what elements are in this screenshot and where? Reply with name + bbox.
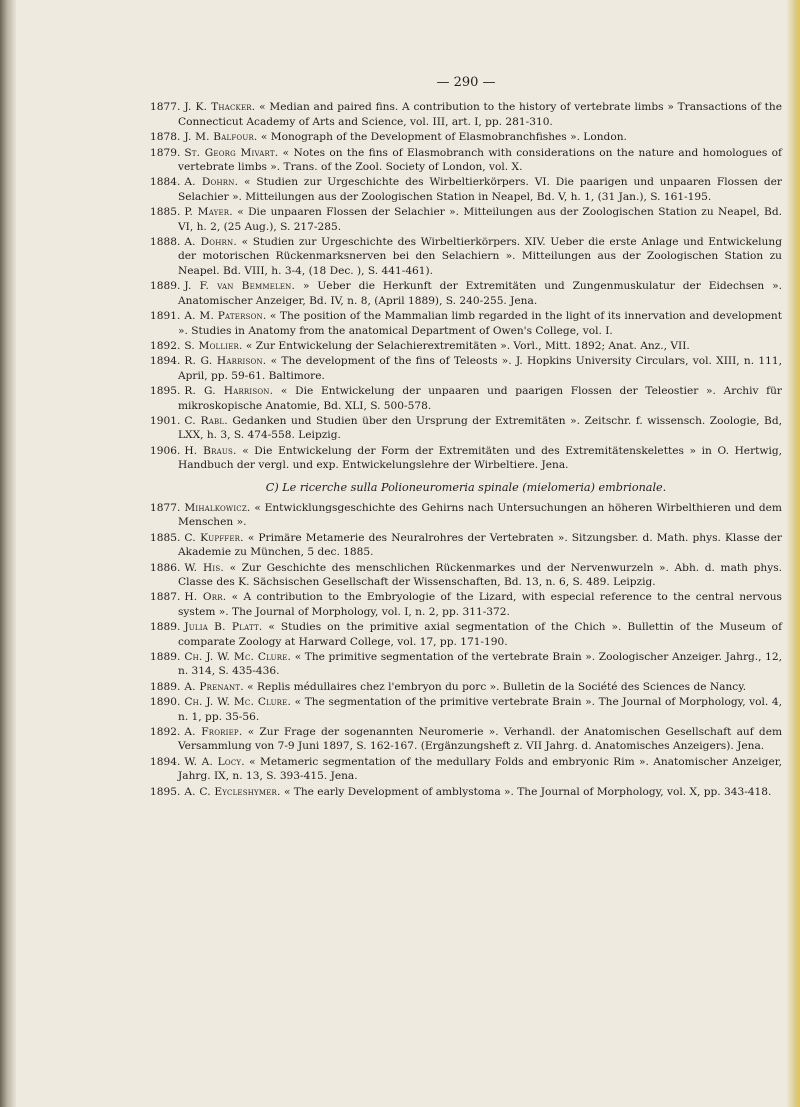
entry-author: C. Rabl.	[184, 414, 228, 427]
entry-author: H. Braus.	[184, 444, 237, 457]
entry-author: H. Orr.	[184, 591, 227, 604]
entry-year: 1891.	[150, 310, 181, 323]
entry-text: « Notes on the fins of Elasmobranch with considerations on the nature and homologues of vertebrate limbs ». Trans. of the Zool. Society of London, vol. X.	[178, 146, 782, 174]
bibliography-entry	[150, 384, 782, 413]
bibliography-entry	[150, 279, 782, 308]
entry-year: 1889.	[150, 280, 181, 293]
bibliography-entry	[150, 531, 782, 560]
bibliography-entry	[150, 725, 782, 754]
bibliography-entry	[150, 309, 782, 338]
entry-author: Ch. J. W. Mc. Clure.	[184, 651, 292, 664]
entry-author: A. Froriep.	[184, 726, 243, 739]
entry-text: « Primäre Metamerie des Neuralrohres der Vertebraten ». Sitzungsber. d. Math. phys. Klasse der Akademie zu München, 5 dec. 1885.	[178, 531, 782, 559]
entry-year: 1889.	[150, 621, 181, 634]
entry-author: A. Prenant.	[184, 680, 244, 693]
bibliography-entry	[150, 755, 782, 784]
bibliography-entry	[150, 620, 782, 649]
bibliography-entry	[150, 650, 782, 679]
entry-author: R. G. Harrison.	[184, 355, 267, 368]
entry-text: « The primitive segmentation of the vertebrate Brain ». Zoologischer Anzeiger. Jahrg., 12, n. 314, S. 435-436.	[178, 651, 782, 678]
bibliography-entry	[150, 680, 782, 694]
bibliography-entry	[150, 130, 782, 144]
entry-text: « Replis médullaires chez l'embryon du porc ». Bulletin de la Société des Sciences de Nancy.	[247, 680, 747, 693]
bibliography-entry	[150, 146, 782, 175]
entry-author: A. C. Eycleshymer.	[184, 785, 281, 798]
bibliography-list-b	[150, 501, 782, 799]
entry-year: 1888.	[150, 236, 181, 249]
entry-text: « The early Development of amblystoma ». The Journal of Morphology, vol. X, pp. 343-418.	[283, 785, 772, 798]
entry-author: Mihalkowicz.	[184, 501, 251, 514]
entry-author: Julia B. Platt.	[184, 621, 263, 634]
entry-text: « A contribution to the Embryologie of the Lizard, with especial reference to the central nervous system ». The Journal of Morphology, vol. I, n. 2, pp. 311-372.	[178, 591, 782, 618]
entry-text: « The segmentation of the primitive vertebrate Brain ». The Journal of Morphology, vol. 4, n. 1, pp. 35-56.	[178, 696, 782, 723]
entry-text: « The position of the Mammalian limb regarded in the light of its innervation and development ». Studies in Anatomy from the anatomical Department of Owen's College, vol. I.	[178, 310, 783, 337]
bibliography-page	[150, 60, 782, 800]
entry-author: Ch. J. W. Mc. Clure.	[184, 696, 292, 709]
bibliography-entry	[150, 561, 782, 590]
bibliography-entry	[150, 100, 782, 129]
bibliography-entry	[150, 175, 782, 204]
entry-author: R. G. Harrison.	[184, 385, 274, 398]
bibliography-list-a	[150, 100, 782, 472]
book-spine-left-edge	[0, 0, 16, 1107]
entry-year: 1890.	[150, 696, 181, 709]
entry-text: « Monograph of the Development of Elasmobranchfishes ». London.	[260, 131, 627, 144]
entry-author: A. Dohrn.	[184, 176, 239, 189]
section-heading: C) Le ricerche sulla Polioneuromeria spinale (mielomeria) embrionale.	[265, 480, 667, 494]
entry-author: St. Georg Mivart.	[184, 146, 279, 159]
bibliography-entry	[150, 695, 782, 724]
page-number: — 290 —	[436, 75, 496, 90]
entry-year: 1892.	[150, 339, 181, 352]
entry-year: 1877.	[150, 501, 181, 514]
entry-author: A. Dohrn.	[184, 236, 237, 249]
bibliography-entry	[150, 354, 782, 383]
bibliography-entry	[150, 590, 782, 619]
entry-year: 1887.	[150, 591, 181, 604]
bibliography-entry	[150, 501, 782, 530]
entry-year: 1894.	[150, 755, 181, 768]
entry-author: J. M. Balfour.	[184, 131, 258, 144]
entry-author: J. K. Thacker.	[184, 101, 256, 114]
page-right-edge	[786, 0, 800, 1107]
entry-year: 1884.	[150, 176, 181, 189]
entry-year: 1878.	[150, 131, 181, 144]
entry-year: 1892.	[150, 726, 181, 739]
entry-author: A. M. Paterson.	[184, 310, 267, 323]
entry-text: « Die unpaaren Flossen der Selachier ». Mitteilungen aus der Zoologischen Station zu Neapel, Bd. VI, h. 2, (25 Aug.), S. 217-285.	[178, 206, 782, 233]
entry-text: « Die Entwickelung der unpaaren und paarigen Flossen der Teleostier ». Archiv für mikroskopische Anatomie, Bd. XLI, S. 500-578.	[178, 385, 782, 412]
bibliography-entry	[150, 414, 782, 443]
bibliography-entry	[150, 205, 782, 234]
bibliography-entry	[150, 339, 782, 353]
entry-year: 1895.	[150, 385, 181, 398]
bibliography-entry	[150, 444, 782, 473]
entry-year: 1895.	[150, 785, 181, 798]
entry-year: 1894.	[150, 355, 181, 368]
entry-text: « Zur Entwickelung der Selachierextremitäten ». Vorl., Mitt. 1892; Anat. Anz., VII.	[245, 339, 690, 352]
entry-text: « Studien zur Urgeschichte des Wirbeltierkörpers. XIV. Ueber die erste Anlage und Entwickelung der motorischen Rückenmarksnerven bei den Selachiern ». Mitteilungen aus der Zoologischen Station zu Neapel. Bd. VIII, h. 3-4, (18 Dec. ), S. 441-461).	[178, 236, 782, 277]
entry-author: P. Mayer.	[184, 206, 233, 219]
entry-text: « Metameric segmentation of the medullary Folds and embryonic Rim ». Anatomischer Anzeiger, Jahrg. IX, n. 13, S. 393-415. Jena.	[178, 755, 782, 783]
entry-text: » Ueber die Herkunft der Extremitäten und Zungenmuskulatur der Eidechsen ». Anatomischer Anzeiger, Bd. IV, n. 8, (April 1889), S. 240-255. Jena.	[178, 280, 782, 307]
entry-author: W. A. Locy.	[184, 755, 245, 768]
entry-text: « Zur Frage der sogenannten Neuromerie ». Verhandl. der Anatomischen Gesellschaft auf dem Versammlung von 7-9 Juni 1897, S. 162-167. (Ergänzungsheft z. VII Jahrg. d. Anatomisches Anzeigers). Jena.	[178, 726, 783, 753]
entry-author: W. His.	[184, 561, 224, 574]
entry-text: « Studies on the primitive axial segmentation of the Chich ». Bullettin of the Museum of comparate Zoology at Harward College, vol. 17, pp. 171-190.	[178, 621, 782, 648]
entry-year: 1901.	[150, 414, 181, 427]
entry-year: 1877.	[150, 101, 181, 114]
entry-text: « Median and paired fins. A contribution to the history of vertebrate limbs » Transactions of the Connecticut Academy of Arts and Science, vol. III, art. I, pp. 281-310.	[178, 101, 783, 128]
entry-text: « Entwicklungsgeschichte des Gehirns nach Untersuchungen an höheren Wirbelthieren und dem Menschen ».	[178, 501, 782, 529]
entry-text: « Zur Geschichte des menschlichen Rückenmarkes und der Nervenwurzeln ». Abh. d. math phys. Classe des K. Sächsischen Gesellschaft der Wissenschaften, Bd. 13, n. 6, S. 489. Leipzig.	[178, 561, 783, 588]
entry-text: « Studien zur Urgeschichte des Wirbeltierkörpers. VI. Die paarigen und unpaaren Flossen der Selachier ». Mitteilungen aus der Zoologischen Station in Neapel, Bd. V, h. 1, (31 Jan.), S. 161-195.	[178, 176, 782, 203]
bibliography-entry	[150, 785, 782, 799]
entry-author: S. Mollier.	[184, 339, 243, 352]
entry-year: 1886.	[150, 561, 181, 574]
entry-author: C. Kupffer.	[184, 531, 244, 544]
entry-year: 1889.	[150, 680, 181, 693]
bibliography-entry	[150, 235, 782, 278]
entry-year: 1879.	[150, 146, 181, 159]
entry-year: 1885.	[150, 206, 181, 219]
entry-year: 1885.	[150, 531, 181, 544]
entry-year: 1889.	[150, 651, 181, 664]
entry-text: « Die Entwickelung der Form der Extremitäten und des Extremitätenskelettes » in O. Hertwig, Handbuch der vergl. und exp. Entwickelungslehre der Wirbeltiere. Jena.	[178, 444, 783, 472]
entry-text: « The development of the fins of Teleosts ». J. Hopkins University Circulars, vol. XIII, n. 111, April, pp. 59-61. Baltimore.	[178, 355, 782, 382]
entry-author: J. F. van Bemmelen.	[184, 280, 296, 293]
entry-text: Gedanken und Studien über den Ursprung der Extremitäten ». Zeitschr. f. wissensch. Zoologie, Bd, LXX, h. 3, S. 474-558. Leipzig.	[178, 414, 782, 442]
entry-year: 1906.	[150, 444, 181, 457]
